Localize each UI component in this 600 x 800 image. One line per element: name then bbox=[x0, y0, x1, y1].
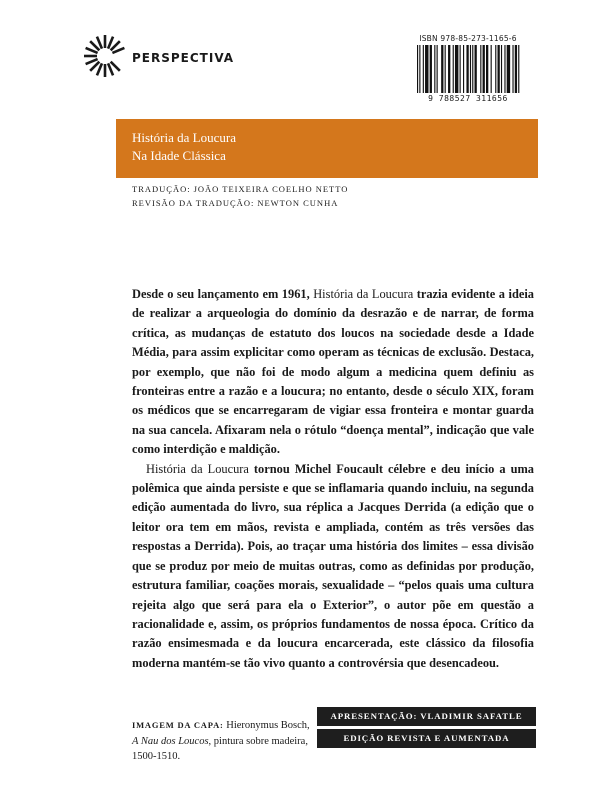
sunburst-icon bbox=[82, 33, 128, 79]
book-subtitle: Na Idade Clássica bbox=[132, 148, 226, 163]
revision-credit bbox=[132, 197, 348, 211]
caption-details: , pintura sobre madeira, 1500-1510. bbox=[132, 735, 308, 762]
credits bbox=[132, 183, 348, 210]
isbn-barcode bbox=[416, 34, 520, 103]
title-band bbox=[116, 119, 538, 178]
blurb-run: Desde o seu lançamento em 1961, bbox=[132, 287, 310, 301]
edition-badge: EDIÇÃO REVISTA E AUMENTADA bbox=[317, 729, 536, 748]
caption-author: Hieronymus Bosch, bbox=[226, 720, 310, 731]
presentation-badge: APRESENTAÇÃO: VLADIMIR SAFATLE bbox=[317, 707, 536, 726]
translation-label: TRADUÇÃO: bbox=[132, 184, 191, 194]
translation-credit bbox=[132, 183, 348, 197]
blurb-paragraph-2 bbox=[132, 460, 534, 673]
caption-work-title: A Nau dos Loucos bbox=[132, 735, 209, 747]
blurb-paragraph-1 bbox=[132, 285, 534, 460]
caption-label: IMAGEM DA CAPA: bbox=[132, 720, 224, 730]
publisher-logo bbox=[82, 33, 234, 79]
blurb-text bbox=[132, 285, 534, 673]
publisher-name: PERSPECTIVA bbox=[132, 51, 235, 65]
blurb-run: História da Loucura bbox=[146, 461, 249, 476]
book-title: História da Loucura bbox=[132, 130, 236, 145]
revision-name: NEWTON CUNHA bbox=[257, 197, 339, 208]
barcode-icon bbox=[416, 45, 520, 93]
isbn-label: ISBN 978-85-273-1165-6 bbox=[419, 34, 517, 43]
revision-label: REVISÃO DA TRADUÇÃO: bbox=[132, 197, 255, 208]
barcode-digits: 9 788527 311656 bbox=[428, 94, 508, 103]
blurb-run: História da Loucura bbox=[309, 287, 417, 301]
translation-name: JOÃO TEIXEIRA COELHO NETTO bbox=[193, 184, 349, 194]
blurb-run: tornou Michel Foucault célebre e deu início a uma polêmica que ainda persiste e que se inflamaria quando incluiu, na segunda edição aumentada do livro, sua réplica a Jacques Derrida (a edição que o leitor ora tem em mãos, revista e ampliada, contém as três versões das respostas a Derrida). Pois, ao traçar uma história dos limites – essa divisão que se produz por meio de muitas outras, como as definidas por produção, estrutura familiar, coações morais, sexualidade – “pelos quais uma cultura rejeita algo que será para ela o Exterior”, o autor põe em questão a racionalidade e, assim, os próprios fundamentos de nossa época. Crítico da razão ensimesmada e da loucura encarcerada, este clássico da filosofia moderna mantém-se tão vivo quanto a controvérsia que desencadeou. bbox=[132, 461, 534, 670]
cover-caption bbox=[132, 718, 312, 765]
blurb-run: trazia evidente a ideia de realizar a arqueologia do domínio da desrazão e de narrar, de forma crítica, as mudanças de estatuto dos loucos na sociedade desde a Idade Média, para assim explicitar como operam as técnicas de exclusão. Destaca, por exemplo, que não foi de modo algum a medicina quem definiu as fronteiras entre a razão e a loucura; no entanto, desde o século XIX, foram os médicos que se encarregaram de vigiar essa fronteira e montar guarda na sua cancela. Afixaram nela o rótulo “doença mental”, indicação que vale como interdição e maldição. bbox=[132, 287, 535, 457]
